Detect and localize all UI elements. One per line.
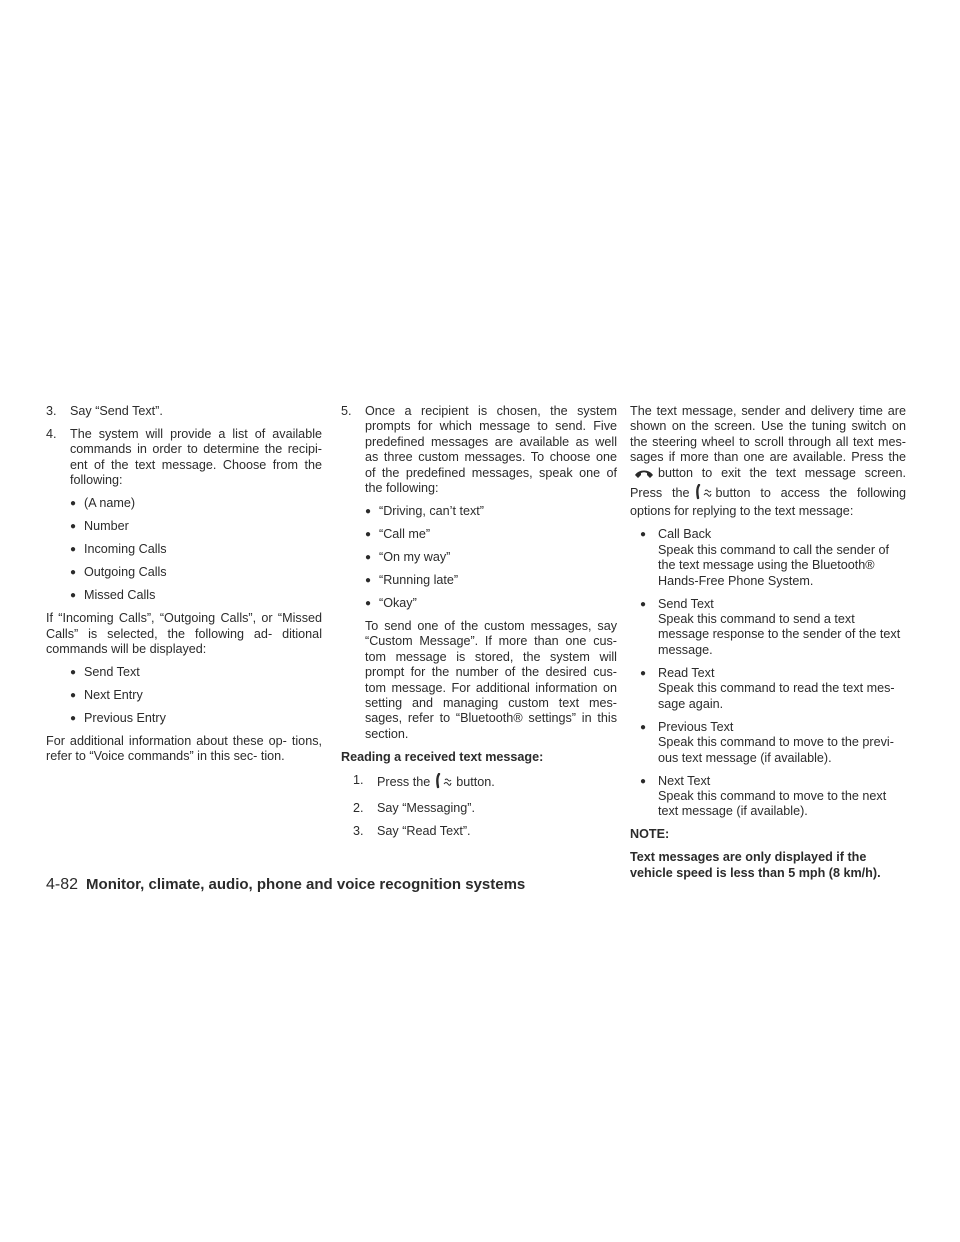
list-item: ● Incoming Calls: [70, 542, 167, 557]
list-item: ● Outgoing Calls: [70, 565, 167, 580]
list-item: ● Previous Text Speak this command to move to the previ- ous text message (if available).: [640, 719, 894, 765]
list-item: ● Read Text Speak this command to read the text mes- sage again.: [640, 665, 895, 711]
list-item: ● “Okay”: [365, 596, 417, 611]
column-2: [341, 404, 617, 847]
option-title: Read Text: [658, 665, 715, 680]
column-1: [46, 404, 322, 772]
list-item: ● Missed Calls: [70, 588, 156, 603]
note-label: NOTE:: [630, 827, 670, 842]
page-footer: [46, 876, 525, 894]
paragraph-custom-messages: To send one of the custom messages, say “Custom Message”. If more than one cus- tom message is stored, the system will prompt for the number of the desired cus- tom message. For additional information on setting and managing custom text mes- sages, refer to “Bluetooth® settings” in this section.: [365, 619, 617, 741]
option-title: Send Text: [658, 596, 714, 611]
extra-command-list: [46, 665, 322, 726]
chapter-title: Monitor, climate, audio, phone and voice recognition systems: [86, 876, 526, 893]
step-4: 4. The system will provide a list of available commands in order to determine the recipi- ent of the text message. Choose from the following:: [46, 427, 322, 488]
recipient-list: [46, 496, 322, 603]
option-description: Speak this command to read the text mes- sage again.: [658, 681, 895, 711]
read-step-2: 2. Say “Messaging”.: [353, 800, 475, 815]
note-text: Text messages are only displayed if the vehicle speed is less than 5 mph (8 km/h).: [630, 850, 881, 880]
list-item: ● Call Back Speak this command to call the sender of the text message using the Bluetooth® Hands-Free Phone System.: [640, 527, 890, 588]
option-description: Speak this command to call the sender of the text message using the Bluetooth® Hands-Free Phone System.: [658, 542, 890, 588]
option-title: Call Back: [658, 527, 712, 542]
option-description: Speak this command to move to the next text message (if available).: [658, 788, 887, 819]
reply-option-list: [630, 527, 906, 819]
step-5: 5. Once a recipient is chosen, the system prompts for which message to send. Five predefined messages are available as well as three custom messages. To choose one of the predefined messages, speak one of the following:: [341, 404, 617, 496]
page-number: 4-82: [46, 876, 79, 893]
list-item: ● Next Text Speak this command to move to the next text message (if available).: [640, 773, 887, 819]
read-step-1: 1. Press the button.: [341, 773, 617, 793]
paragraph-text-message-screen: The text message, sender and delivery time are shown on the screen. Use the tuning switch on the steering wheel to scroll through all text mes- sages if more than one are available. Press thebutton to exit the text message screen. Press the button to access the following options for replying to the text message:: [630, 404, 906, 519]
option-description: Speak this command to send a text message response to the sender of the text message.: [658, 612, 901, 657]
paragraph-info: For additional information about these op- tions, refer to “Voice commands” in this sec- tion.: [46, 734, 322, 764]
option-description: Speak this command to move to the previ- ous text message (if available).: [658, 735, 894, 765]
step-3: 3. Say “Send Text”.: [46, 404, 163, 418]
list-item: ● Number: [70, 519, 129, 534]
phone-hangup-icon: [634, 468, 654, 484]
list-item: ● “Call me”: [365, 527, 431, 542]
column-3: [630, 404, 906, 889]
option-title: Previous Text: [658, 719, 734, 734]
talk-button-icon: [694, 484, 712, 504]
list-item: ● Next Entry: [70, 688, 143, 703]
list-item: ● Send Text: [70, 665, 140, 680]
list-item: ● “Running late”: [365, 573, 459, 588]
list-item: ● Previous Entry: [70, 711, 166, 726]
talk-button-icon: [434, 773, 452, 793]
section-heading: Reading a received text message:: [341, 749, 544, 764]
list-item: ● (A name): [70, 496, 136, 511]
option-title: Next Text: [658, 773, 711, 788]
list-item: ● “On my way”: [365, 550, 451, 565]
message-list: [341, 504, 617, 611]
paragraph-additional-commands: If “Incoming Calls”, “Outgoing Calls”, or “Missed Calls” is selected, the following ad- ditional commands will be displayed:: [46, 611, 322, 657]
read-step-3: 3. Say “Read Text”.: [353, 823, 471, 838]
list-item: ● Send Text Speak this command to send a text message response to the sender of the text message.: [640, 596, 901, 657]
list-item: ● “Driving, can’t text”: [365, 504, 484, 519]
